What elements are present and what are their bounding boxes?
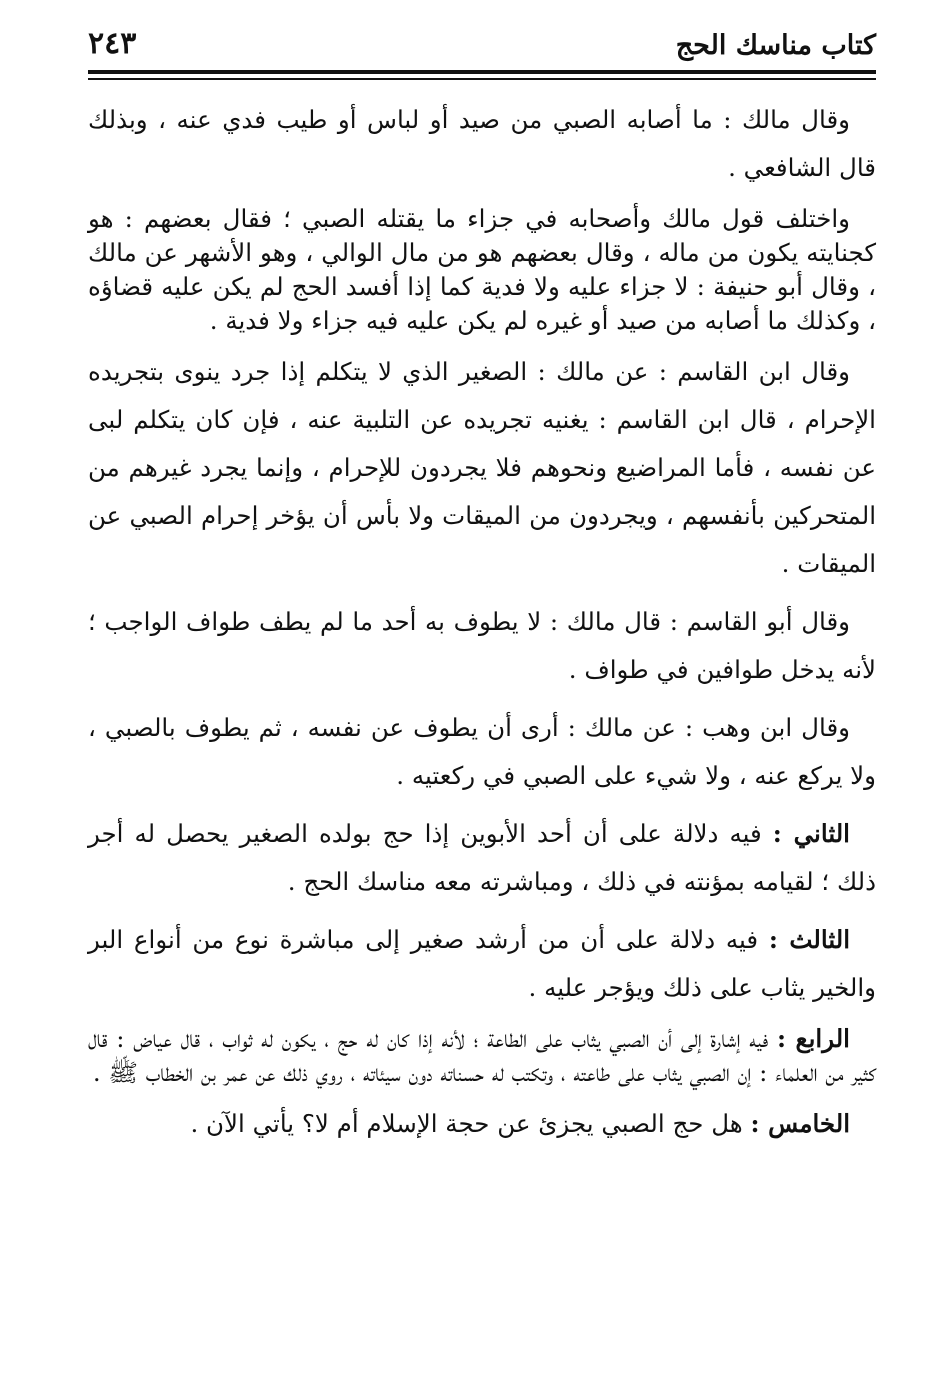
running-title: كتاب مناسك الحج: [675, 30, 876, 61]
paragraph-5: [88, 704, 876, 800]
book-page: [88, 22, 876, 1158]
paragraph-3: [88, 348, 876, 588]
paragraph-text: هل حج الصبي يجزئ عن حجة الإسلام أم لا؟ يأتي الآن .: [190, 1109, 743, 1138]
paragraph-8: [88, 1022, 876, 1090]
header-rule-thin: [88, 78, 876, 80]
paragraph-9: [88, 1100, 876, 1148]
paragraph-text: فيه دلالة على أن أحد الأبوين إذا حج بولده الصغير يحصل له أجر ذلك ؛ لقيامه بمؤنته في ذلك ، ومباشرته معه مناسك الحج .: [88, 819, 876, 896]
paragraph-lead: الخامس :: [750, 1109, 850, 1138]
paragraph-lead: الرابع :: [777, 1024, 850, 1053]
paragraph-text: واختلف قول مالك وأصحابه في جزاء ما يقتله الصبي ؛ فقال بعضهم : هو كجنايته يكون من ماله ، وقال بعضهم هو من مال الوالي ، وهو الأشهر عن مالك ، وقال أبو حنيفة : لا جزاء عليه ولا فدية كما إذا أفسد الحج لم يكن عليه قضاؤه ، وكذلك ما أصابه من صيد أو غيره لم يكن عليه فيه جزاء ولا فدية .: [88, 204, 876, 335]
paragraph-text: فيه دلالة على أن من أرشد صغير إلى مباشرة نوع من أنواع البر والخير يثاب على ذلك ويؤجر عليه .: [88, 925, 876, 1002]
paragraph-lead: الثاني :: [772, 819, 850, 848]
paragraph-4: [88, 598, 876, 694]
paragraph-2: [88, 202, 876, 338]
paragraph-7: [88, 916, 876, 1012]
body-text: [88, 96, 876, 1148]
header-rule-thick: [88, 70, 876, 74]
paragraph-text: فيه إشارة إلى أن الصبي يثاب على الطاعة ؛ لأنه إذا كان له حج ، يكون له ثواب ، قال عياض : قال كثير من العلماء : إن الصبي يثاب على طاعته ، وتكتب له حسناته دون سيئاته ، روي ذلك عن عمر بن الخطاب ﷺ .: [88, 1024, 876, 1087]
paragraph-lead: الثالث :: [768, 925, 850, 954]
page-number: ٢٤٣: [88, 26, 137, 61]
paragraph-text: وقال أبو القاسم : قال مالك : لا يطوف به أحد ما لم يطف طواف الواجب ؛ لأنه يدخل طوافين في طواف .: [88, 607, 876, 684]
paragraph-text: وقال ابن القاسم : عن مالك : الصغير الذي لا يتكلم إذا جرد ينوى بتجريده الإحرام ، قال ابن القاسم : يغنيه تجريده عن التلبية عنه ، فإن كان يتكلم لبى عن نفسه ، فأما المراضيع ونحوهم فلا يجردون للإحرام ، وإنما يجرد غيرهم من المتحركين بأنفسهم ، ويجردون من الميقات ولا بأس أن يؤخر إحرام الصبي عن الميقات .: [88, 357, 876, 578]
paragraph-6: [88, 810, 876, 906]
paragraph-text: وقال مالك : ما أصابه الصبي من صيد أو لباس أو طيب فدي عنه ، وبذلك قال الشافعي .: [88, 105, 876, 182]
paragraph-1: [88, 96, 876, 192]
paragraph-text: وقال ابن وهب : عن مالك : أرى أن يطوف عن نفسه ، ثم يطوف بالصبي ، ولا يركع عنه ، ولا شيء على الصبي في ركعتيه .: [88, 713, 876, 790]
page-header: [88, 22, 876, 70]
